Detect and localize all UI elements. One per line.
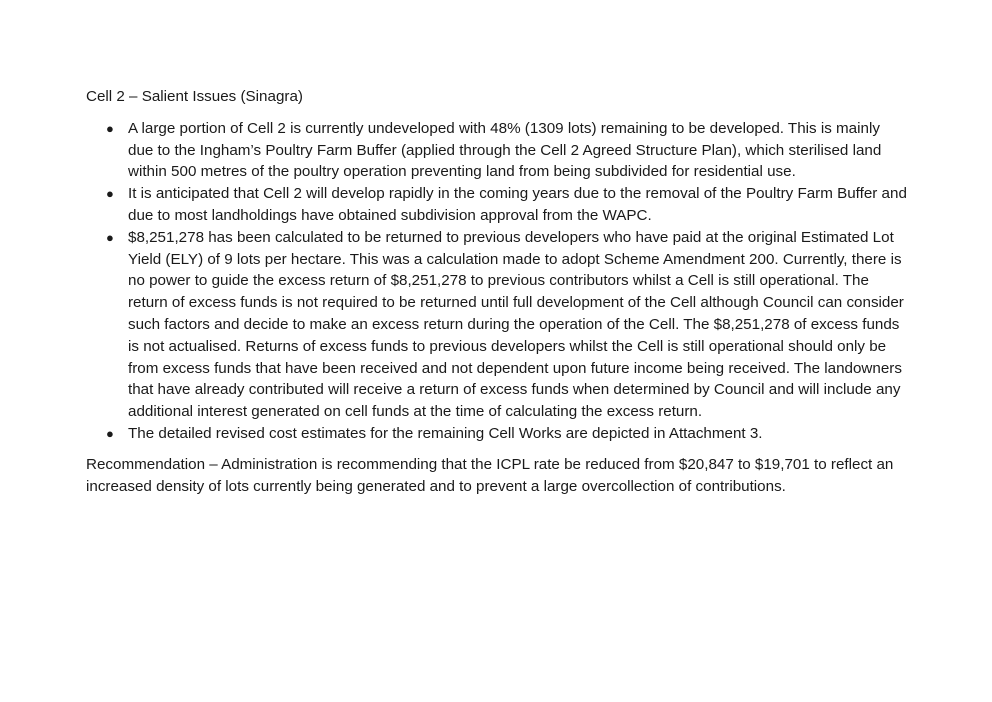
bullet-icon: ● <box>106 229 114 245</box>
section-heading: Cell 2 – Salient Issues (Sinagra) <box>86 88 303 105</box>
list-item <box>86 183 908 227</box>
bullet-icon: ● <box>106 120 114 136</box>
list-item-text: A large portion of Cell 2 is currently undeveloped with 48% (1309 lots) remaining to be developed. This is mainly due to the Ingham’s Poultry Farm Buffer (applied through the Cell 2 Agreed Structure Plan), which sterilised land within 500 metres of the poultry operation preventing land from being subdivided for residential use. <box>128 119 882 181</box>
issues-list <box>86 118 908 445</box>
list-item-text: It is anticipated that Cell 2 will develop rapidly in the coming years due to the removal of the Poultry Farm Buffer and due to most landholdings have obtained subdivision approval from the WAPC. <box>128 185 907 224</box>
list-item <box>86 227 908 423</box>
recommendation-paragraph: Recommendation – Administration is recommending that the ICPL rate be reduced from $20,847 to $19,701 to reflect an increased density of lots currently being generated and to prevent a large overcollection of contributions. <box>86 455 894 495</box>
list-item <box>86 423 908 445</box>
bullet-icon: ● <box>106 425 114 441</box>
list-item <box>86 118 908 183</box>
list-item-text: $8,251,278 has been calculated to be returned to previous developers who have paid at the original Estimated Lot Yield (ELY) of 9 lots per hectare. This was a calculation made to adopt Scheme Amendment 200. Currently, there is no power to guide the excess return of $8,251,278 to previous contributors whilst a Cell is still operational. The return of excess funds is not required to be returned until full development of the Cell although Council can consider such factors and decide to make an excess return during the operation of the Cell. The $8,251,278 of excess funds is not actualised. Returns of excess funds to previous developers whilst the Cell is still operational should only be from excess funds that have been received and not dependent upon future income being received. The landowners that have already contributed will receive a return of excess funds when determined by Council and will include any additional interest generated on cell funds at the time of calculating the excess return. <box>128 228 904 421</box>
list-item-text: The detailed revised cost estimates for the remaining Cell Works are depicted in Attachment 3. <box>128 424 763 442</box>
bullet-icon: ● <box>106 186 114 202</box>
document-page <box>86 86 908 497</box>
